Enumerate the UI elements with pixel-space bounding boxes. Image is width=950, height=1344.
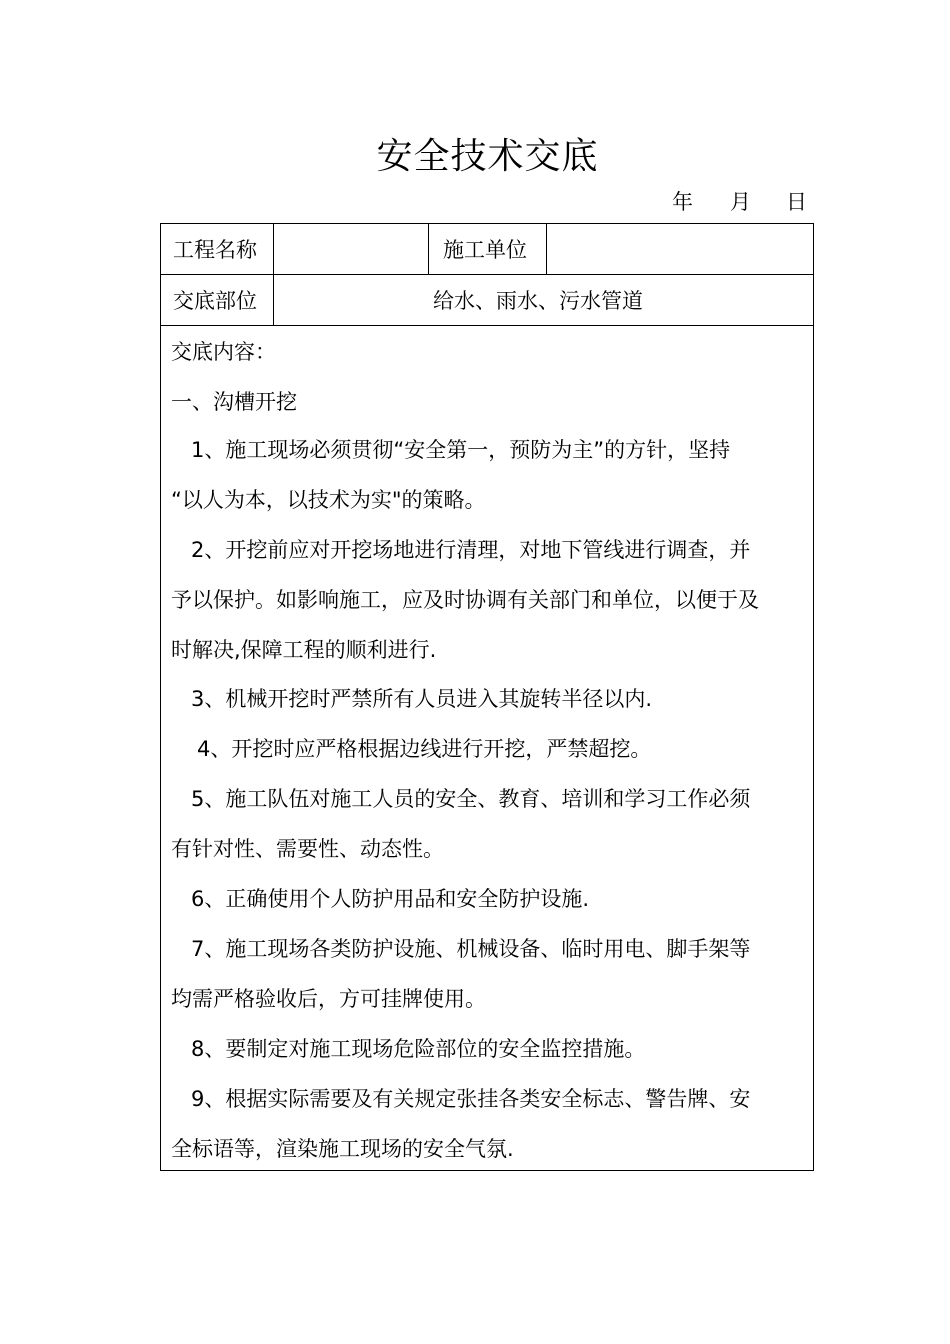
- content-line: 时解决,保障工程的顺利进行.: [171, 638, 437, 662]
- date-month-label: 月: [730, 190, 751, 214]
- date-year-label: 年: [672, 190, 693, 214]
- content-line: “以人为本，以技术为实"的策略。: [171, 488, 486, 512]
- content-line: 予以保护。如影响施工，应及时协调有关部门和单位，以便于及: [171, 588, 759, 612]
- table-divider: [273, 224, 274, 325]
- disclosure-part-value: 给水、雨水、污水管道: [433, 289, 643, 313]
- content-line: 全标语等，渲染施工现场的安全气氛.: [171, 1137, 514, 1161]
- content-line: 3、机械开挖时严禁所有人员进入其旋转半径以内.: [191, 687, 653, 711]
- content-line: 5、施工队伍对施工人员的安全、教育、培训和学习工作必须: [191, 787, 751, 811]
- table-divider: [161, 325, 813, 326]
- content-line: 2、开挖前应对开挖场地进行清理，对地下管线进行调查，并: [191, 538, 751, 562]
- table-divider: [428, 224, 429, 274]
- content-line: 有针对性、需要性、动态性。: [171, 837, 444, 861]
- disclosure-part-label: 交底部位: [173, 289, 257, 313]
- date-day-label: 日: [786, 190, 807, 214]
- table-divider: [161, 274, 813, 275]
- section-heading: 一、沟槽开挖: [171, 390, 297, 414]
- project-name-label: 工程名称: [173, 238, 257, 262]
- content-line: 4、开挖时应严格根据边线进行开挖，严禁超挖。: [197, 737, 652, 761]
- content-line: 7、施工现场各类防护设施、机械设备、临时用电、脚手架等: [191, 937, 751, 961]
- content-line: 9、根据实际需要及有关规定张挂各类安全标志、警告牌、安: [191, 1087, 751, 1111]
- document-title: 安全技术交底: [376, 136, 599, 177]
- content-line: 均需严格验收后，方可挂牌使用。: [171, 987, 486, 1011]
- construction-unit-label: 施工单位: [443, 238, 527, 262]
- content-label: 交底内容：: [171, 340, 276, 364]
- content-line: 1、施工现场必须贯彻“安全第一，预防为主”的方针，坚持: [191, 438, 731, 462]
- disclosure-table: [160, 223, 814, 1171]
- content-line: 8、要制定对施工现场危险部位的安全监控措施。: [191, 1037, 646, 1061]
- content-line: 6、正确使用个人防护用品和安全防护设施.: [191, 887, 590, 911]
- table-divider: [546, 224, 547, 274]
